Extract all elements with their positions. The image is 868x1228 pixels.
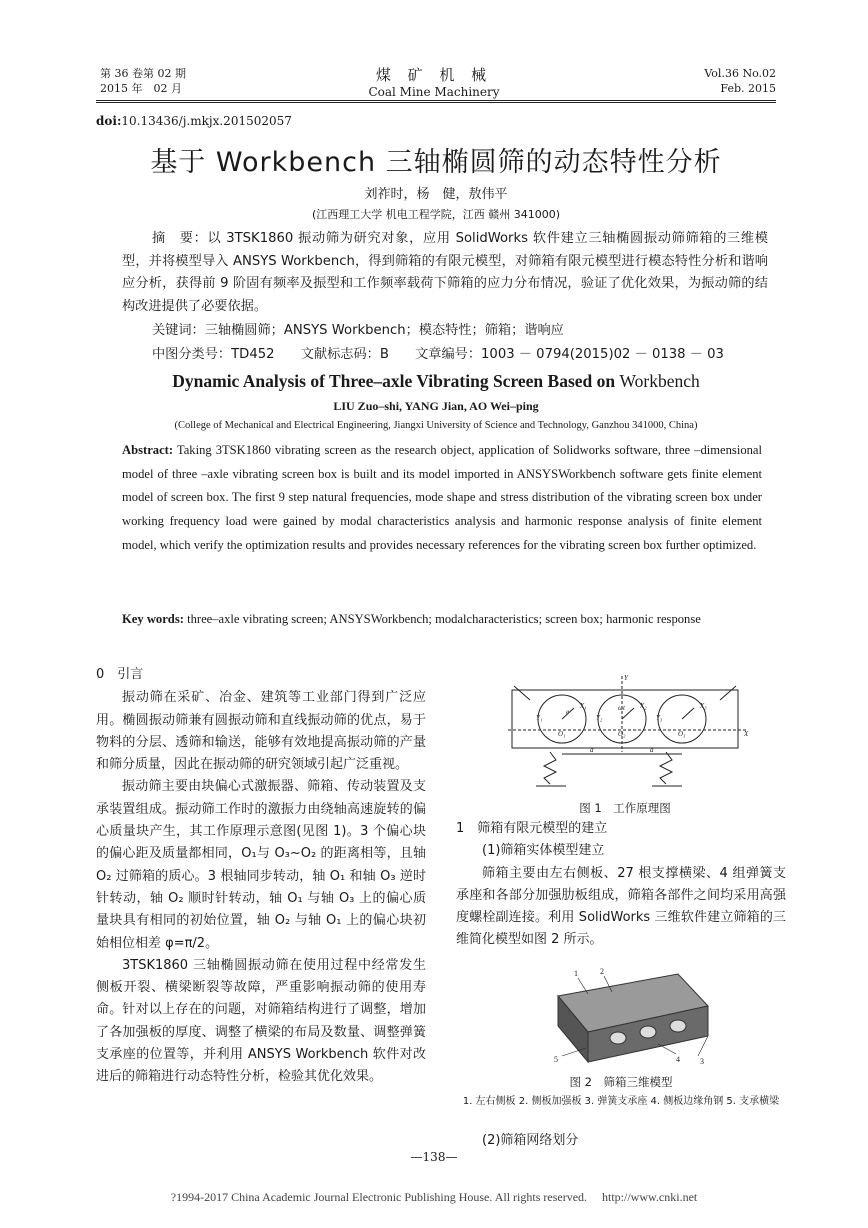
callout-5: 5 xyxy=(554,1055,558,1064)
label-x-axis: X xyxy=(744,730,749,738)
label-o1: O₁ xyxy=(558,730,566,738)
label-wt: ωt xyxy=(618,704,625,712)
abstract-cn-label: 摘 要： xyxy=(152,231,208,246)
label-o2: O₂ xyxy=(618,730,626,738)
figure-2-model xyxy=(548,966,720,1068)
subsection-1-heading: (1)筛箱实体模型建立 xyxy=(482,843,605,859)
page-number: —138— xyxy=(410,1150,458,1164)
figure-1-diagram xyxy=(500,672,750,800)
paper-title-en-tail: Workbench xyxy=(619,371,700,391)
spring-left xyxy=(544,752,556,784)
label-y1: Y₁ xyxy=(536,714,543,722)
abstract-en xyxy=(122,439,762,558)
callout-line-4 xyxy=(658,1044,676,1054)
header-month-line: Feb. 2015 xyxy=(720,82,776,95)
header-date-line: 2015 年 02 月 xyxy=(100,82,182,95)
paper-title-en-main: Dynamic Analysis of Three–axle Vibrating Screen Based on xyxy=(172,371,616,391)
label-y-axis: Y xyxy=(624,674,628,682)
doi-label: doi: xyxy=(96,114,122,128)
left-column xyxy=(96,664,426,1089)
section-0-heading: 0 引言 xyxy=(96,667,144,682)
journal-name-cn: 煤 矿 机 械 xyxy=(375,66,493,84)
abstract-en-text: Taking 3TSK1860 vibrating screen as the research object, application of Solidworks software, three –dimensional model of three –axle vibrating screen box is built and its model imported in ANSYSWorkbench software gets finite element model of screen box. The first 9 step natural frequencies, mode shape and stress distribution of the vibrating screen box under working frequency load were gained by modal characteristics analysis and harmonic response analysis of finite element model, which verify the optimization results and provides necessary references for the vibrating screen box further optimized. xyxy=(122,443,763,552)
header-rule-2 xyxy=(96,102,776,103)
callout-1: 1 xyxy=(574,969,578,978)
paper-title-cn: 基于 Workbench 三轴椭圆筛的动态特性分析 xyxy=(150,147,722,178)
affiliation-en: (College of Mechanical and Electrical Engineering, Jiangxi University of Science and Technology, Ganzhou 341000, China) xyxy=(174,420,698,431)
keywords-cn-text: 三轴椭圆筛；ANSYS Workbench；模态特性；筛箱；谐响应 xyxy=(204,323,564,338)
abstract-cn xyxy=(122,228,768,318)
side-hole-3 xyxy=(670,1020,686,1032)
section-1-heading: 1 筛箱有限元模型的建立 xyxy=(456,821,608,836)
intro-paragraph-2: 振动筛主要由块偏心式激振器、筛箱、传动装置及支承装置组成。振动筛工作时的激振力由绕轴高速旋转的偏心质量块产生，其工作原理示意图(见图 1)。3 个偏心块的偏心距及质量都相同，O₁与 O₃~O₂ 的距离相等，且轴 O₂ 过筛箱的质心。3 根轴同步转动，轴 O₁ 和轴 O₃ 逆时针转动，轴 O₂ 顺时针转动，轴 O₁ 与轴 O₃ 上的偏心质量块具有相同的初始位置，轴 O₂ 与轴 O₁ 上的偏心块初始相位相差 φ=π/2。 xyxy=(96,779,426,951)
label-o3: O₃ xyxy=(678,730,686,738)
authors-cn: 刘祚时，杨 健，敖伟平 xyxy=(364,187,508,202)
keywords-en xyxy=(122,608,762,630)
screen-box-outline xyxy=(512,690,738,748)
affiliation-cn: (江西理工大学 机电工程学院，江西 赣州 341000) xyxy=(311,208,561,221)
article-no-label: 文章编号： xyxy=(415,347,482,362)
side-hole-1 xyxy=(610,1032,626,1044)
clc-label: 中图分类号： xyxy=(152,347,232,362)
label-a-left: a xyxy=(590,746,594,754)
right-column xyxy=(456,818,786,952)
paper-title-en xyxy=(96,371,776,392)
copyright-footer: ?1994-2017 China Academic Journal Electronic Publishing House. All rights reserved. http://www.cnki.net xyxy=(170,1190,698,1204)
label-x1: X₁ xyxy=(580,702,587,710)
subsection-2-heading: (2)筛箱网络划分 xyxy=(482,1133,579,1148)
header-vol-en xyxy=(704,66,776,96)
callout-3: 3 xyxy=(700,1057,704,1066)
callout-4: 4 xyxy=(676,1055,680,1064)
keywords-cn xyxy=(152,320,768,343)
label-a-right: a xyxy=(650,746,654,754)
callout-line-3 xyxy=(698,1036,708,1056)
article-no-value: 1003 － 0794(2015)02 － 0138 － 03 xyxy=(481,347,724,362)
label-y3: Y₃ xyxy=(656,714,663,722)
abstract-cn-text: 以 3TSK1860 振动筛为研究对象，应用 SolidWorks 软件建立三轴椭圆振动筛筛箱的三维模型，并将模型导入 ANSYS Workbench，得到筛箱的有限元模型，对筛箱有限元模型进行模态特性分析和谐响应分析，获得前 9 阶固有频率及振型和工作频率载荷下筛箱的应力分布情况，验证了优化效果，为振动筛的结构改进提供了必要依据。 xyxy=(122,231,768,314)
authors-en: LIU Zuo–shi, YANG Jian, AO Wei–ping xyxy=(333,399,539,413)
label-x3: X₃ xyxy=(700,702,707,710)
header-volume-line: 第 36 卷第 02 期 xyxy=(100,67,186,80)
doi-value[interactable]: 10.13436/j.mkjx.201502057 xyxy=(121,114,292,128)
model-paragraph: 筛箱主要由左右侧板、27 根支撑横梁、4 组弹簧支承座和各部分加强肋板组成，筛箱各部件之间均采用高强度螺栓副连接。利用 SolidWorks 三维软件建立筛箱的三维简化模型如图 2 所示。 xyxy=(456,865,786,948)
intro-paragraph-1: 振动筛在采矿、冶金、建筑等工业部门得到广泛应用。椭圆振动筛兼有圆振动筛和直线振动筛的优点，易于物料的分层、透筛和输送，能够有效地提高振动筛的产量和筛分质量，因此在振动筛的研究领域引起广泛重视。 xyxy=(96,690,426,773)
eccentric-arm-o3 xyxy=(682,708,694,719)
keywords-en-label: Key words: xyxy=(122,612,184,626)
figure-2-legend: 1. 左右侧板 2. 侧板加强板 3. 弹簧支承座 4. 侧板边缘角钢 5. 支承横梁 xyxy=(462,1096,780,1107)
header-journal xyxy=(334,64,534,99)
arrow-right xyxy=(720,686,736,700)
spring-right xyxy=(660,752,672,784)
doc-code-label: 文献标志码： xyxy=(300,347,380,362)
header-vol-line: Vol.36 No.02 xyxy=(704,67,776,80)
figure-2-caption: 图 2 筛箱三维模型 xyxy=(569,1075,673,1089)
abstract-en-label: Abstract: xyxy=(122,443,174,457)
doc-code-value: B xyxy=(379,347,389,362)
keywords-cn-label: 关键词： xyxy=(152,323,205,338)
header-rule xyxy=(96,100,776,101)
classification-line xyxy=(152,344,782,367)
keywords-en-text: three–axle vibrating screen; ANSYSWorkbench; modalcharacteristics; screen box; harmonic response xyxy=(187,612,701,626)
figure-1-caption: 图 1 工作原理图 xyxy=(579,801,671,815)
doi-line xyxy=(96,114,292,128)
header-volume xyxy=(100,66,186,96)
label-y2: Y₂ xyxy=(596,714,603,722)
label-e-o1: e xyxy=(566,708,570,716)
intro-paragraph-3: 3TSK1860 三轴椭圆振动筛在使用过程中经常发生侧板开裂、横梁断裂等故障，严重影响振动筛的使用寿命。针对以上存在的问题，对筛箱结构进行了调整，增加了各加强板的厚度、调整了横梁的布局及数量、调整弹簧支承座的位置等，并利用 ANSYS Workbench 软件对改进后的筛箱进行动态特性分析，检验其优化效果。 xyxy=(96,957,426,1085)
clc-value: TD452 xyxy=(231,347,275,362)
callout-2: 2 xyxy=(600,967,604,976)
arrow-left xyxy=(514,686,530,700)
side-hole-2 xyxy=(640,1026,656,1038)
journal-name-en: Coal Mine Machinery xyxy=(368,85,500,99)
label-x2: X₂ xyxy=(640,702,647,710)
